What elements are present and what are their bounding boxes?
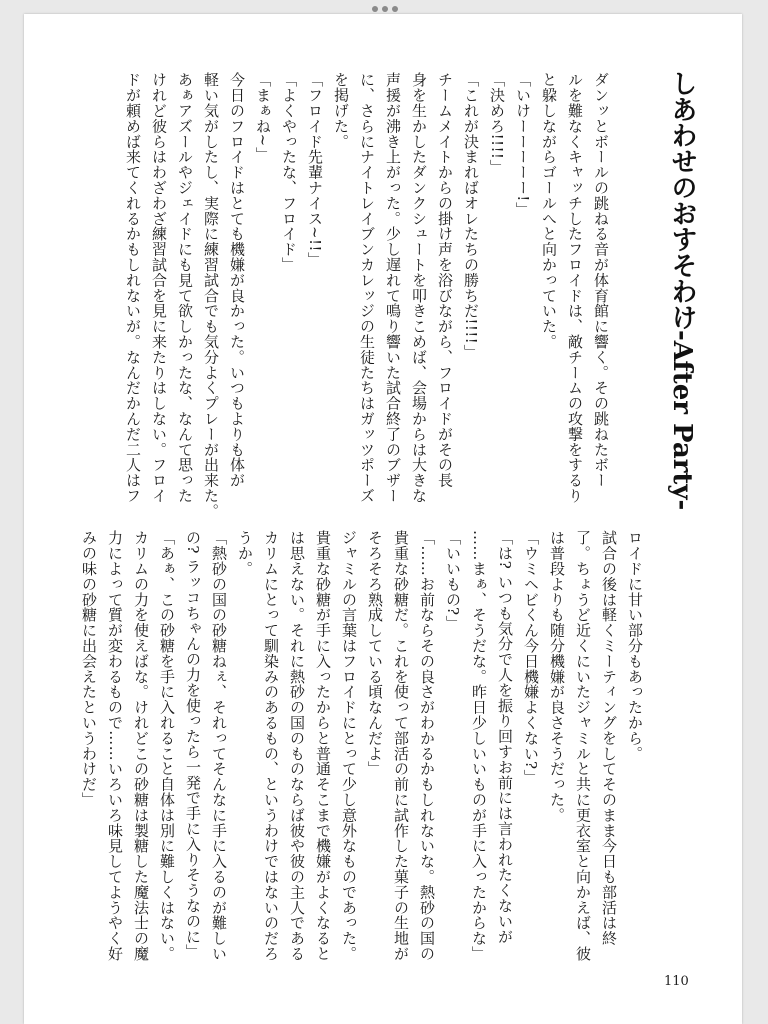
text-line: 「決めろ!!!!」 xyxy=(488,72,506,175)
text-line: チームメイトからの掛け声を浴びながら、フロイドがその長 xyxy=(436,72,454,488)
page-number: 110 xyxy=(664,974,689,989)
text-line: そろそろ熟成している頃なんだよ」 xyxy=(366,530,384,777)
text-line: ダンッとボールの跳ねる音が体育館に響く。その跳ねたボー xyxy=(592,72,610,488)
text-line: ジャミルの言葉はフロイドにとって少し意外なものであった。 xyxy=(340,530,358,962)
text-line: 「は? いつも気分で人を振り回すお前には言われたくないが xyxy=(496,530,514,945)
text-line: けれど彼らはわざわざ練習試合を見に来たりはしない。フロイ xyxy=(150,72,168,504)
text-line: 「……お前ならその良さがわかるかもしれないな。熱砂の国の xyxy=(418,530,436,962)
text-line: 了。ちょうど近くにいたジャミルと共に更衣室と向かえば、彼 xyxy=(574,530,592,962)
text-line: ……まぁ、そうだな。昨日少しいいものが手に入ったからな」 xyxy=(470,530,488,962)
text-line: 「ウミヘビくん今日機嫌よくない?」 xyxy=(522,530,540,785)
text-line: カリムにとって馴染みのあるもの、というわけではないのだろ xyxy=(262,530,280,962)
text-line: 「まぁね~」 xyxy=(254,72,272,162)
text-line: は普段よりも随分機嫌が良さそうだった。 xyxy=(548,530,566,823)
text-line: 貴重な砂糖だ。これを使って部活の前に試作した菓子の生地が xyxy=(392,530,410,962)
text-line: うか。 xyxy=(236,530,254,577)
text-line: ロイドに甘い部分もあったから。 xyxy=(626,530,644,761)
text-line: 身を生かしたダンクシュートを叩きこめば、会場からは大きな xyxy=(410,72,428,504)
text-line: は思えない。それに熱砂の国のものならば彼や彼の主人である xyxy=(288,530,306,962)
text-line: 「フロイド先輩ナイス~!!」 xyxy=(306,72,324,268)
text-line: の? ラッコちゃんの力を使ったら一発で手に入りそうなのに」 xyxy=(184,530,202,960)
dot xyxy=(372,6,378,12)
dot xyxy=(392,6,398,12)
text-line: ルを難なくキャッチしたフロイドは、敵チームの攻撃をするり xyxy=(566,72,584,504)
text-line: 「いけーーーーー!」 xyxy=(514,72,532,218)
text-line: 貴重な砂糖が手に入ったからと普通そこまで機嫌がよくなると xyxy=(314,530,332,962)
text-line: 「これが決まればオレたちの勝ちだ!!!!」 xyxy=(462,72,480,360)
text-line: に、さらにナイトレイブンカレッジの生徒たちはガッツポーズ xyxy=(358,72,376,504)
text-line: と躱しながらゴールへと向かっていた。 xyxy=(540,72,558,350)
text-line: 「あぁ、この砂糖を手に入れること自体は別に難しくはない。 xyxy=(158,530,176,962)
text-line: 試合の後は軽くミーティングをしてそのまま今日も部活は終 xyxy=(600,530,618,946)
body-text-upper xyxy=(120,72,614,519)
text-line: 「熱砂の国の砂糖ねぇ、それってそんなに手に入るのが難しい xyxy=(210,530,228,962)
text-line: を掲げた。 xyxy=(332,72,350,149)
body-text-lower xyxy=(76,530,648,960)
text-line: カリムの力を使えばな。けれどこの砂糖は製糖した魔法士の魔 xyxy=(132,530,150,962)
story-title: しあわせのおすそわけ-After Party- xyxy=(667,70,697,511)
text-line: あぁアズールやジェイドにも見て欲しかったな、なんて思った xyxy=(176,72,194,504)
text-line: 「いいもの?」 xyxy=(444,530,462,631)
text-line: 声援が沸き上がった。少し遅れて鳴り響いた試合終了のブザー xyxy=(384,72,402,504)
text-line: ドが頼めば来てくれるかもしれないが。なんだかんだ二人はフ xyxy=(124,72,142,504)
text-line: みの味の砂糖に出会えたというわけだ」 xyxy=(80,530,98,808)
text-line: 今日のフロイドはとても機嫌が良かった。いつもよりも体が xyxy=(228,72,246,488)
more-dots-icon[interactable] xyxy=(372,6,398,12)
text-line: 「よくやったな、フロイド」 xyxy=(280,72,298,273)
text-line: 軽い気がしたし、実際に練習試合でも気分よくプレーが出来た。 xyxy=(202,72,220,519)
book-page xyxy=(24,14,742,1024)
text-line: 力によって質が変わるもので……いろいろ味見してようやく好 xyxy=(106,530,124,962)
dot xyxy=(382,6,388,12)
